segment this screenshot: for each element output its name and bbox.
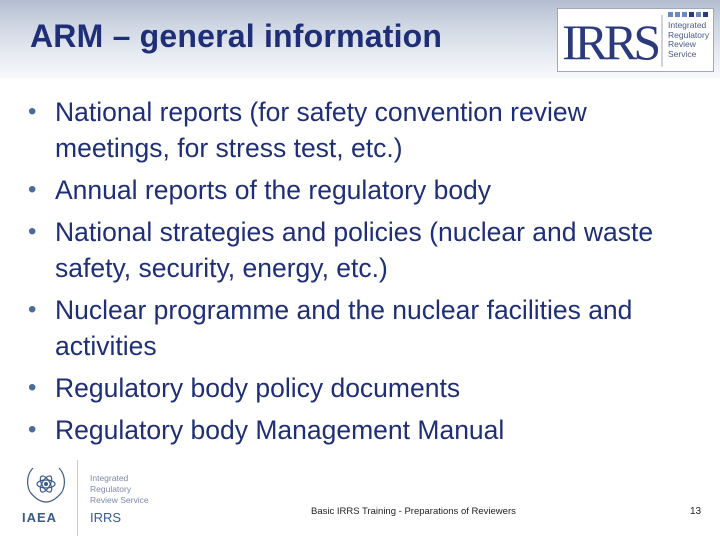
bullet-item: • National reports (for safety convention review meetings, for stress test, etc.) (28, 94, 708, 166)
bullet-item: • Regulatory body Management Manual (28, 412, 708, 448)
footer-logo-divider (77, 460, 78, 536)
iaea-irrs-footer-logo (14, 460, 154, 536)
bullet-item: • Regulatory body policy documents (28, 370, 708, 406)
footer-irrs-label: IRRS (90, 510, 122, 525)
slide-title: ARM – general information (30, 18, 443, 54)
footer-irrs-line-3: Review Service (90, 495, 149, 505)
bullet-list (28, 94, 708, 454)
bullet-item: • Nuclear programme and the nuclear facilities and activities (28, 292, 708, 364)
irrs-logo-line-1: Integrated (668, 20, 707, 30)
iaea-label: IAEA (22, 510, 58, 525)
irrs-logo-line-2: Regulatory (668, 29, 710, 40)
footer-text: Basic IRRS Training - Preparations of Reviewers (311, 506, 516, 517)
bullet-item: • Annual reports of the regulatory body (28, 172, 708, 208)
footer-irrs-line-2: Regulatory (90, 484, 132, 494)
footer-irrs-line-1: Integrated (90, 473, 129, 483)
bullet-item: • National strategies and policies (nuclear and waste safety, security, energy, etc.) (28, 214, 708, 286)
irrs-header-logo (557, 8, 714, 72)
irrs-logo-letters: IRRS (562, 14, 658, 70)
iaea-emblem-icon (16, 462, 76, 510)
page-number: 13 (690, 506, 702, 517)
irrs-logo-line-3: Review (668, 39, 696, 50)
irrs-logo-line-4: Service (668, 48, 697, 59)
